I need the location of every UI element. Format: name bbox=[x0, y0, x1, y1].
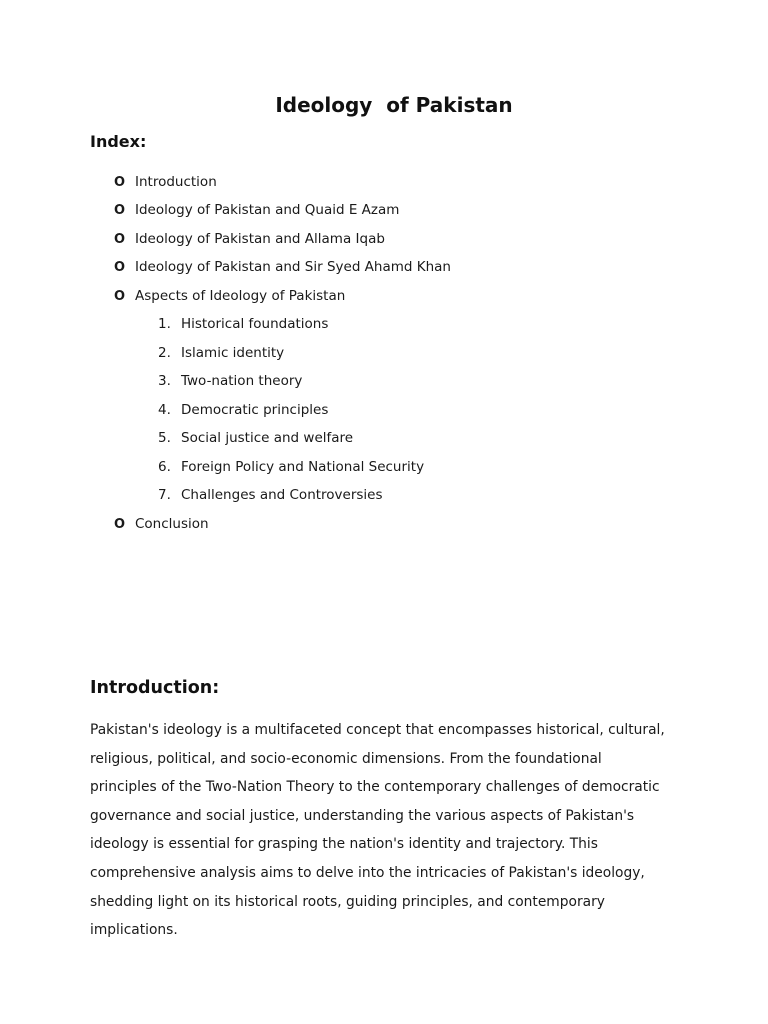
hollow-bullet-icon: O bbox=[114, 289, 126, 304]
aspect-number: 7. bbox=[158, 487, 171, 503]
hollow-bullet-icon: O bbox=[114, 175, 126, 190]
introduction-paragraph: Pakistan's ideology is a multifaceted concept that encompasses historical, cultural, religious, political, and socio-economic dimensions. From the foundational principles of the Two-Nation Theory to the contemporary challenges of democratic governance and social justice, understanding the various aspects of Pakistan's ideology is essential for grasping the nation's identity and trajectory. This comprehensive analysis aims to delve into the intricacies of Pakistan's ideology, shedding light on its historical roots, guiding principles, and contemporary implications. bbox=[90, 722, 665, 939]
hollow-bullet-icon: O bbox=[114, 203, 126, 218]
aspect-item bbox=[158, 344, 284, 362]
aspect-item bbox=[158, 486, 383, 504]
toc-item-sir-syed bbox=[114, 258, 451, 277]
aspect-number: 3. bbox=[158, 373, 171, 389]
aspect-number: 5. bbox=[158, 430, 171, 446]
toc-item-introduction bbox=[114, 173, 217, 192]
aspect-item bbox=[158, 401, 328, 419]
aspect-number: 4. bbox=[158, 402, 171, 418]
aspect-number: 1. bbox=[158, 316, 171, 332]
toc-item-label: Ideology of Pakistan and Sir Syed Ahamd Khan bbox=[135, 259, 451, 275]
toc-item-label: Ideology of Pakistan and Allama Iqab bbox=[135, 231, 385, 247]
toc-item-quaid-e-azam bbox=[114, 201, 399, 220]
introduction-heading: Introduction: bbox=[90, 678, 220, 698]
aspect-item bbox=[158, 458, 424, 476]
aspect-number: 6. bbox=[158, 459, 171, 475]
index-heading: Index: bbox=[90, 132, 147, 151]
toc-item-label: Introduction bbox=[135, 174, 217, 190]
toc-item-label: Ideology of Pakistan and Quaid E Azam bbox=[135, 202, 400, 218]
aspect-number: 2. bbox=[158, 345, 171, 361]
aspect-label: Challenges and Controversies bbox=[181, 487, 383, 503]
toc-item-aspects bbox=[114, 287, 345, 306]
aspect-item bbox=[158, 429, 353, 447]
aspect-label: Democratic principles bbox=[181, 402, 329, 418]
toc-item-label: Conclusion bbox=[135, 516, 209, 532]
toc-item-conclusion bbox=[114, 515, 209, 534]
aspect-label: Islamic identity bbox=[181, 345, 285, 361]
aspect-item bbox=[158, 315, 328, 333]
hollow-bullet-icon: O bbox=[114, 260, 126, 275]
aspect-label: Historical foundations bbox=[181, 316, 329, 332]
toc-item-allama-iqbal bbox=[114, 230, 385, 249]
hollow-bullet-icon: O bbox=[114, 232, 126, 247]
toc-item-label: Aspects of Ideology of Pakistan bbox=[135, 288, 346, 304]
hollow-bullet-icon: O bbox=[114, 517, 126, 532]
aspect-label: Two-nation theory bbox=[181, 373, 303, 389]
document-title: Ideology of Pakistan bbox=[275, 93, 513, 117]
aspect-label: Foreign Policy and National Security bbox=[181, 459, 425, 475]
aspect-label: Social justice and welfare bbox=[181, 430, 354, 446]
aspect-item bbox=[158, 372, 302, 390]
